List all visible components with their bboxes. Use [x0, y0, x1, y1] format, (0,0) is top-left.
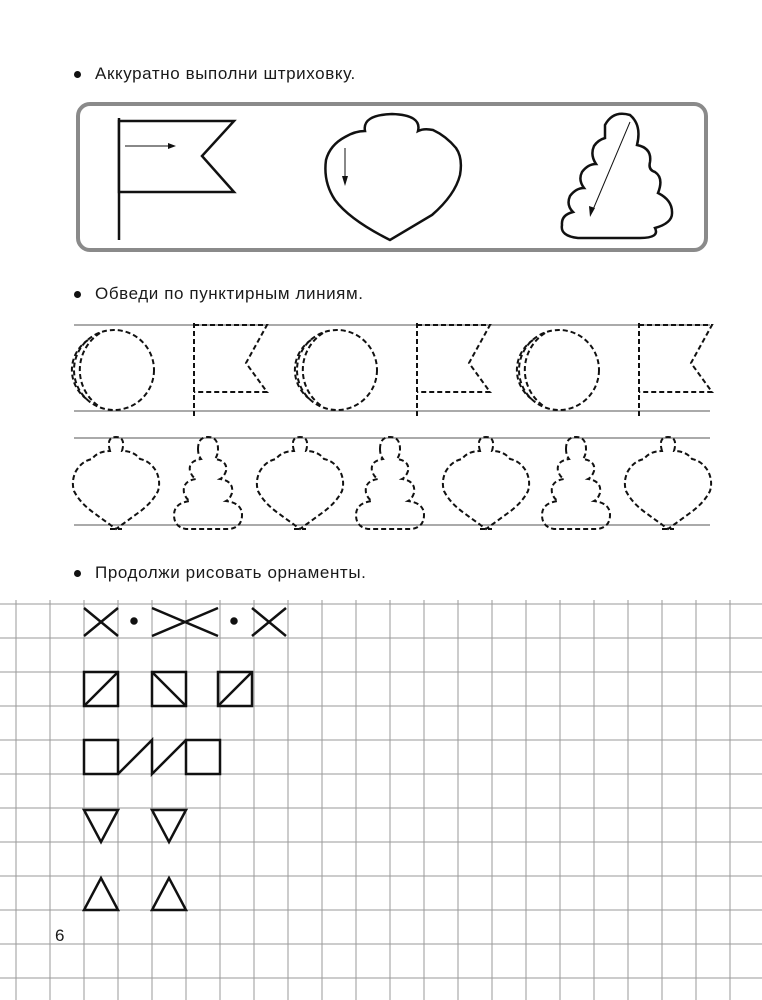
page-number: 6 [55, 926, 65, 945]
task-ornaments [74, 563, 366, 583]
flag-figure[interactable] [119, 118, 234, 240]
pyramid-toy-figure[interactable] [562, 114, 672, 238]
ornament-grid[interactable] [0, 600, 762, 1000]
dashed-pyramid[interactable] [356, 437, 424, 529]
ornament-examples [84, 608, 286, 910]
dashed-flag[interactable] [194, 323, 267, 417]
ornament-row-cross-dot [84, 608, 286, 636]
dashed-ornament[interactable] [73, 437, 159, 529]
ornament-row-triangle-down [84, 810, 186, 842]
trace-row-2-guides [74, 438, 710, 525]
task-hatching-text: Аккуратно выполни штриховку. [95, 64, 356, 83]
dashed-ornament[interactable] [443, 437, 529, 529]
dashed-flag[interactable] [417, 323, 490, 417]
trace-area [0, 315, 762, 535]
task-trace [74, 284, 364, 304]
bell-figure[interactable] [325, 114, 461, 240]
grid-lines [0, 600, 762, 1000]
dashed-ball[interactable] [295, 330, 377, 410]
bullet-icon [74, 291, 81, 298]
dashed-pyramid[interactable] [174, 437, 242, 529]
hatching-figures [0, 0, 762, 260]
trace-row-1-guides [74, 325, 710, 411]
dashed-ball[interactable] [517, 330, 599, 410]
dashed-flag[interactable] [639, 323, 712, 417]
ornament-row-square-diagonal [84, 672, 252, 706]
ornament-row-triangle-up [84, 878, 186, 910]
task-trace-text: Обведи по пунктирным линиям. [95, 284, 364, 303]
dashed-ball[interactable] [72, 330, 154, 410]
dashed-ornament[interactable] [257, 437, 343, 529]
dashed-pyramid[interactable] [542, 437, 610, 529]
task-ornaments-text: Продолжи рисовать орнаменты. [95, 563, 367, 582]
ornament-row-square-zigzag [84, 740, 220, 774]
trace-row-2-figures[interactable] [73, 437, 711, 529]
trace-row-1-figures[interactable] [72, 323, 712, 417]
dashed-ornament[interactable] [625, 437, 711, 529]
bullet-icon [74, 570, 81, 577]
